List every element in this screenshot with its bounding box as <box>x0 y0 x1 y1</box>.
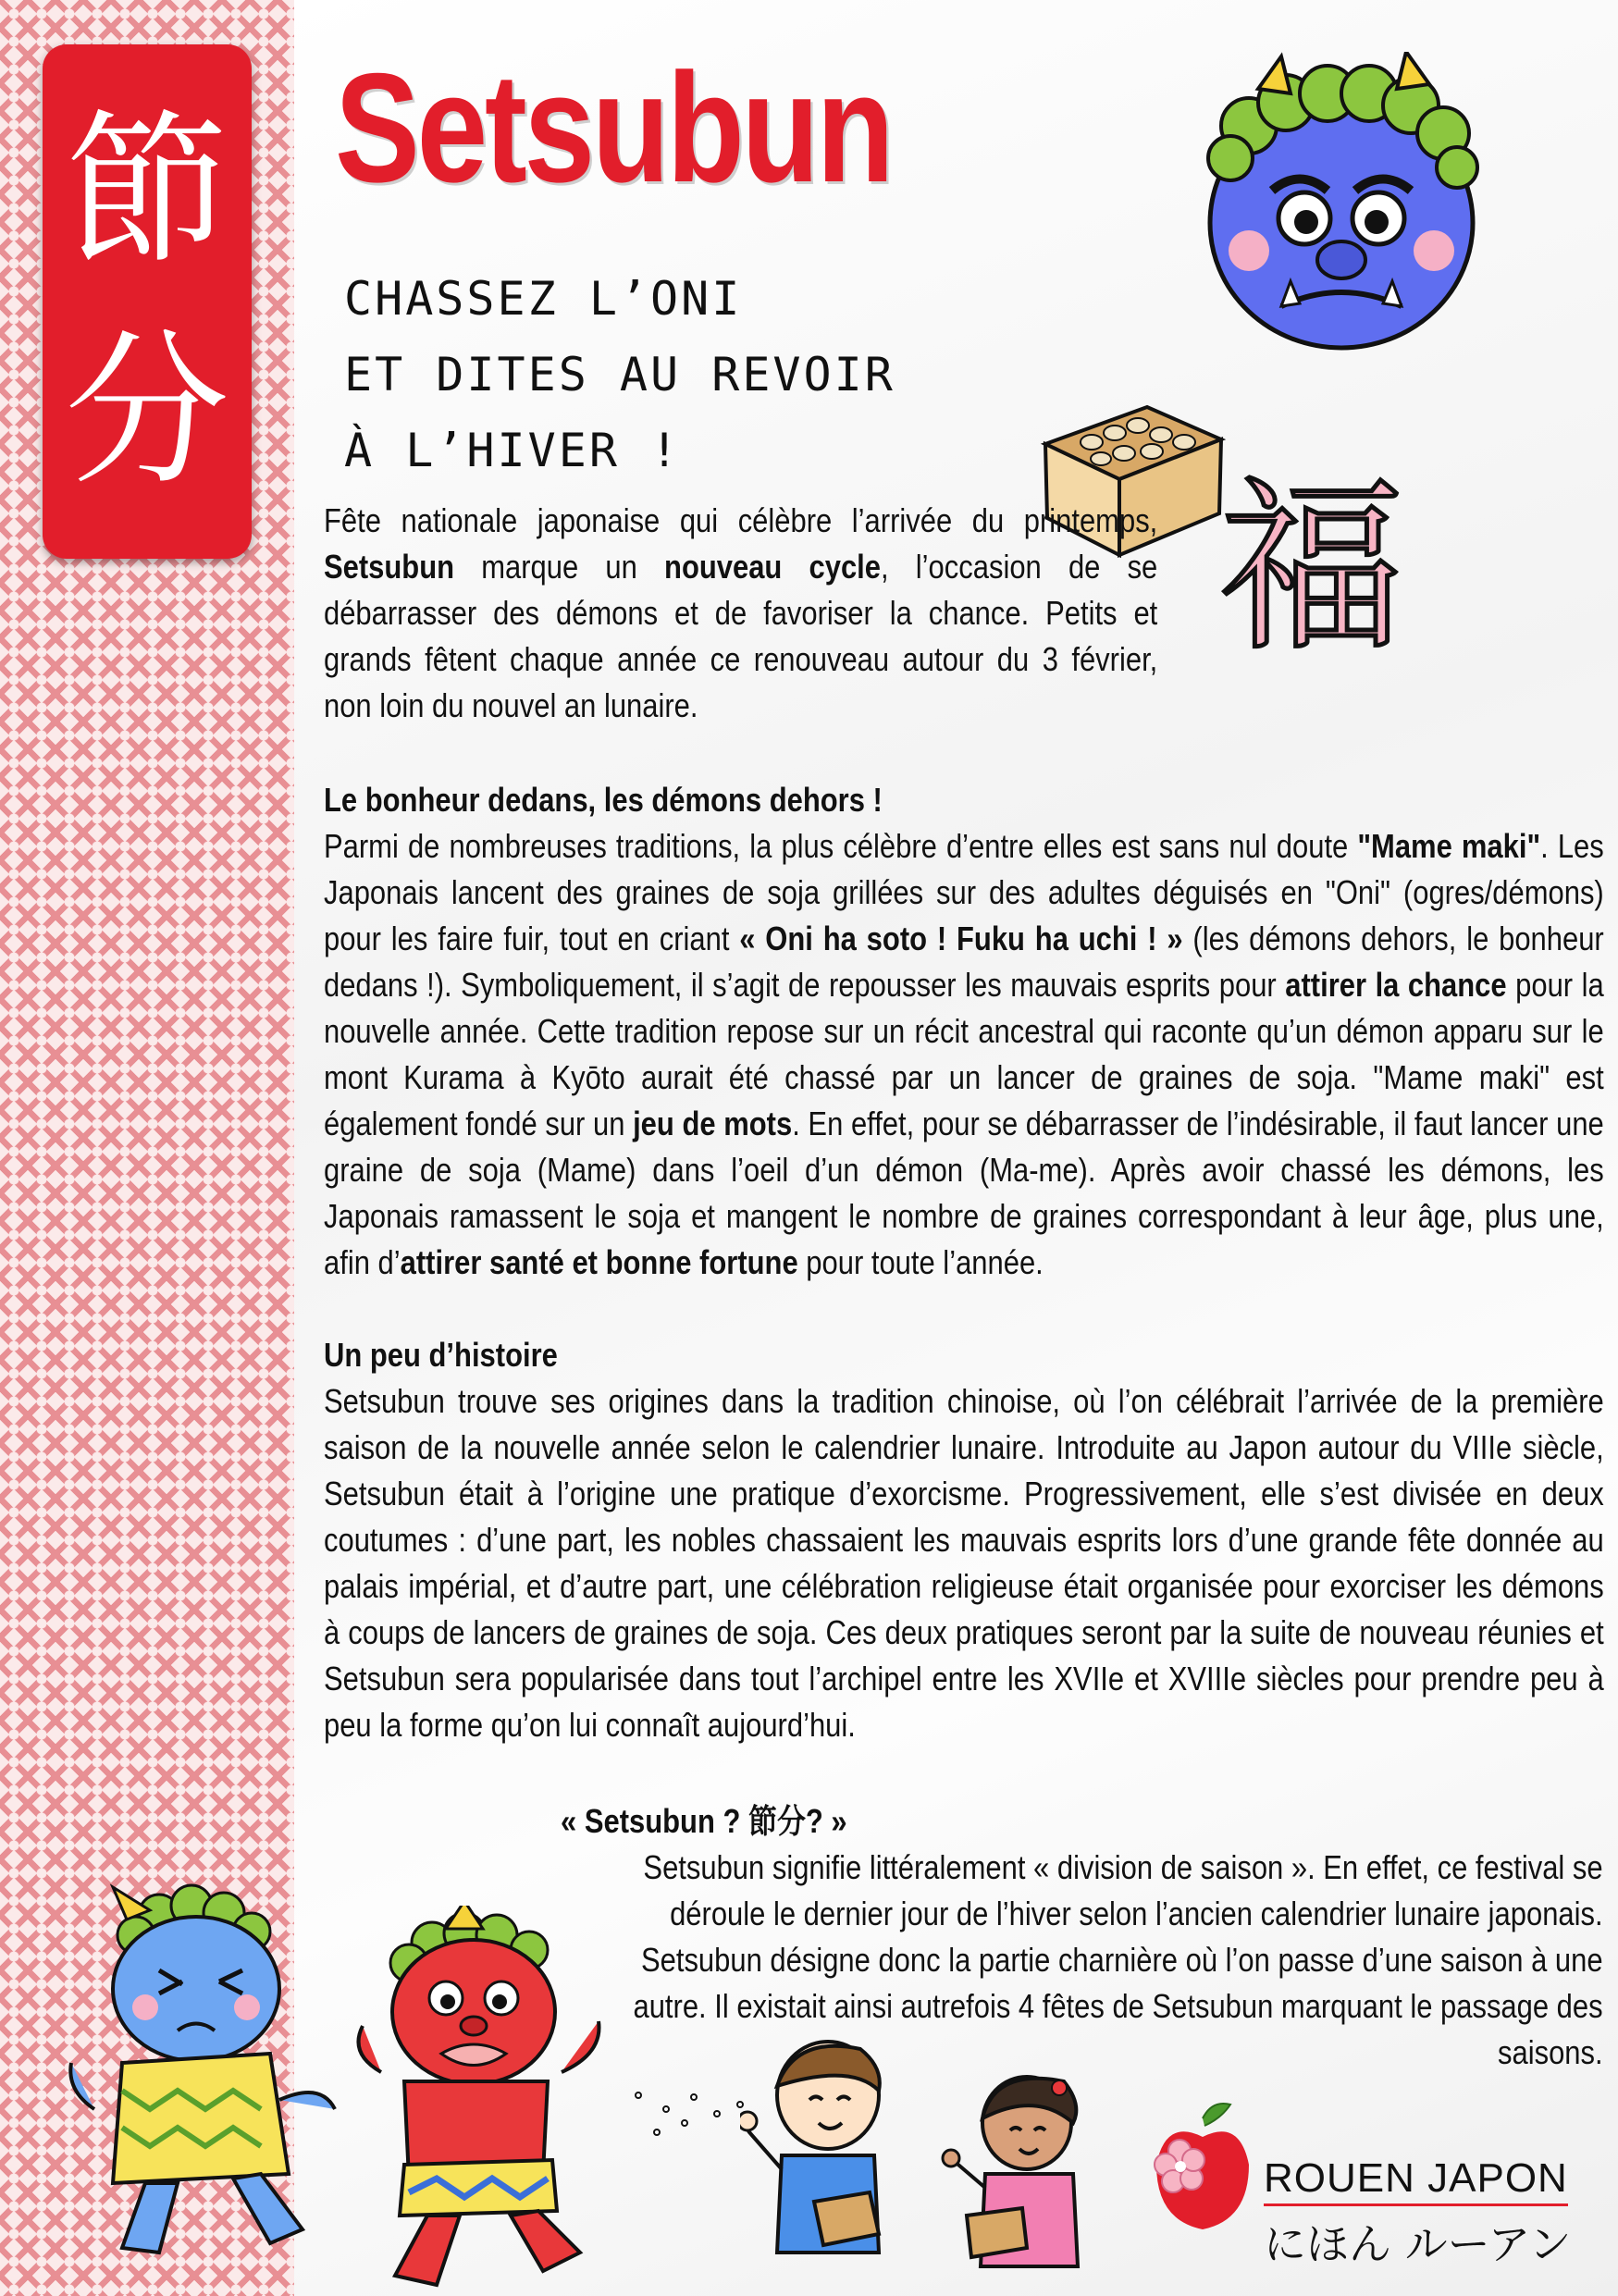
kanji-setsu: 節 <box>65 95 229 287</box>
section-heading-meaning: « Setsubun ? 節分? » <box>561 1802 847 1840</box>
section-meaning <box>561 1798 1603 2076</box>
subtitle-line-1: CHASSEZ L’ONI <box>344 272 743 326</box>
blue-oni-running-icon <box>57 1878 353 2266</box>
logo-name-japanese: にほん ルーアン <box>1264 2219 1572 2269</box>
section-heading-mame-maki: Le bonheur dedans, les démons dehors ! <box>324 781 883 819</box>
subtitle-line-2: ET DITES AU REVOIR <box>344 348 895 401</box>
logo-name: ROUEN JAPON <box>1264 2155 1568 2206</box>
apple-sakura-logo-icon <box>1147 2100 1258 2239</box>
thrown-beans-icon <box>629 2086 759 2151</box>
section-history <box>324 1332 1604 1748</box>
intro-paragraph: Fête nationale japonaise qui célèbre l’arrivée du printemps, Setsubun marque un nouveau cycle, l’occasion de se débarrasser des démons et de favoriser la chance. Petits et grands fêtent chaque année ce renouveau autour du 3 février, non loin du nouvel an lunaire. <box>324 501 1158 724</box>
section-heading-history: Un peu d’histoire <box>324 1336 558 1374</box>
section-text-history: Setsubun trouve ses origines dans la tradition chinoise, où l’on célébrait l’arrivée de la première saison de la nouvelle année selon le calendrier lunaire. Introduite au Japon autour du VIIIe siècle, Setsubun était à l’origine une pratique d’exorcisme. Progressivement, elle s’est divisée en deux coutumes : d’une part, les nobles chassaient les mauvais esprits lors d’une grande fête donnée au palais impérial, et d’autre part, une célébration religieuse était organisée pour exorciser les démons à coups de lancers de graines de soja. Ces deux pratiques seront par la suite de nouveau réunies et Setsubun sera popularisée dans tout l’archipel entre les XVIIe et XVIIIe siècles pour prendre peu à peu la forme qu’on lui connaît aujourd’hui. <box>324 1382 1604 1744</box>
section-text-mame-maki: Parmi de nombreuses traditions, la plus célèbre d’entre elles est sans nul doute "Mame maki". Les Japonais lancent des graines de soja grillées sur des adultes déguisés en "Oni" (ogres/démons) pour les faire fuir, tout en criant « Oni ha soto ! Fuku ha uchi ! » (les démons dehors, le bonheur dedans !). Symboliquement, il s’agit de repousser les mauvais esprits pour attirer la chance pour la nouvelle année. Cette tradition repose sur un récit ancestral qui raconte qu’un démon apparu sur le mont Kurama à Kyōto aurait été chassé par un lancer de graines de soja. "Mame maki" est également fondé sur un jeu de mots. En effet, pour se débarrasser de l’indésirable, il faut lancer une graine de soja (Mame) dans l’oeil d’un démon (Ma-me). Après avoir chassé les démons, les Japonais ramassent le soja et mangent le nombre de graines correspondant à leur âge, plus une, afin d’attirer santé et bonne fortune pour toute l’année. <box>324 827 1604 1281</box>
fuku-kanji: 福 <box>1219 461 1405 676</box>
page-title: Setsubun <box>335 41 892 215</box>
subtitle <box>344 261 895 488</box>
blue-oni-face-icon <box>1193 52 1489 357</box>
red-oni-running-icon <box>344 1906 622 2294</box>
section-text-meaning: Setsubun signifie littéralement « division de saison ». En effet, ce festival se déroule le dernier jour de l’hiver selon l’ancien calendrier lunaire japonais. Setsubun désigne donc la partie charnière où l’on passe d’une saison à une autre. Il existait ainsi autrefois 4 fêtes de Setsubun marquant le passage des saisons. <box>633 1848 1603 2071</box>
girl-throwing-beans-icon <box>934 2068 1092 2280</box>
boy-throwing-beans-icon <box>740 2031 907 2271</box>
kanji-banner <box>43 44 252 559</box>
kanji-bun: 分 <box>65 315 229 507</box>
section-mame-maki <box>324 777 1604 1286</box>
subtitle-line-3: À L’HIVER ! <box>344 424 682 477</box>
